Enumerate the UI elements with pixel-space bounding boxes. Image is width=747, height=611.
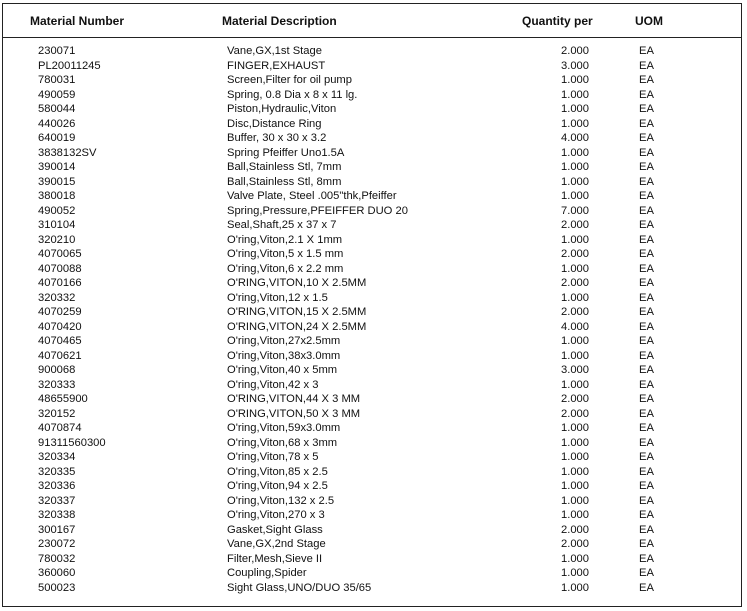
table-row [3,523,741,538]
table-row [3,59,741,74]
material-number-cell: 3838132SV [38,146,97,159]
uom-cell: EA [639,74,654,86]
table-row [3,450,741,465]
material-description-cell: Seal,Shaft,25 x 37 x 7 [227,219,337,231]
quantity-cell: 1.000 [561,74,589,86]
table-row [3,349,741,364]
table-row [3,276,741,291]
table-body [3,44,741,595]
material-description-cell: O'RING,VITON,15 X 2.5MM [227,306,367,318]
material-description-cell: O'ring,Viton,94 x 2.5 [227,480,328,492]
material-description-cell: Screen,Filter for oil pump [227,74,352,86]
material-number-cell: 500023 [38,581,76,594]
table-row [3,392,741,407]
table-row [3,407,741,422]
table-row [3,146,741,161]
quantity-cell: 1.000 [561,378,589,391]
quantity-cell: 1.000 [561,233,589,246]
table-row [3,117,741,132]
uom-cell: EA [639,146,654,159]
material-number-cell: PL20011245 [38,59,101,72]
quantity-cell: 3.000 [561,59,589,72]
material-number-cell: 380018 [38,190,76,202]
uom-cell: EA [639,422,654,434]
material-number-cell: 360060 [38,567,76,579]
material-number-cell: 900068 [38,364,76,376]
table-row [3,262,741,277]
material-description-cell: Valve Plate, Steel .005"thk,Pfeiffer [227,190,397,202]
header-quantity-per: Quantity per [522,14,593,28]
uom-cell: EA [639,436,654,449]
quantity-cell: 2.000 [561,393,589,405]
material-description-cell: O'ring,Viton,42 x 3 [227,378,319,391]
uom-cell: EA [639,364,654,376]
quantity-cell: 7.000 [561,204,589,217]
material-number-cell: 320337 [38,494,76,507]
material-number-cell: 230071 [38,45,76,57]
material-number-cell: 4070874 [38,422,82,434]
uom-cell: EA [639,103,654,115]
material-number-cell: 230072 [38,538,76,550]
table-row [3,160,741,175]
table-row [3,44,741,59]
material-description-cell: FINGER,EXHAUST [227,59,326,72]
table-row [3,320,741,335]
material-description-cell: Buffer, 30 x 30 x 3.2 [227,132,327,144]
table-row [3,88,741,103]
material-number-cell: 91311560300 [38,436,106,449]
material-description-cell: Sight Glass,UNO/DUO 35/65 [227,581,372,594]
uom-cell: EA [639,465,654,478]
material-description-cell: Ball,Stainless Stl, 7mm [227,161,342,173]
material-number-cell: 48655900 [38,393,88,405]
quantity-cell: 1.000 [561,262,589,275]
quantity-cell: 1.000 [561,494,589,507]
material-number-cell: 320152 [38,407,76,420]
material-number-cell: 580044 [38,103,76,115]
table-row [3,218,741,233]
table-row [3,465,741,480]
quantity-cell: 1.000 [561,291,589,304]
material-description-cell: Gasket,Sight Glass [227,523,323,536]
material-description-cell: O'RING,VITON,50 X 3 MM [227,407,361,420]
material-description-cell: O'ring,Viton,2.1 X 1mm [227,233,343,246]
material-description-cell: Ball,Stainless Stl, 8mm [227,175,342,188]
material-number-cell: 640019 [38,132,76,144]
uom-cell: EA [639,117,654,130]
uom-cell: EA [639,567,654,579]
material-number-cell: 320336 [38,480,76,492]
material-number-cell: 300167 [38,523,76,536]
quantity-cell: 1.000 [561,581,589,594]
uom-cell: EA [639,161,654,173]
quantity-cell: 1.000 [561,88,589,101]
table-row [3,479,741,494]
quantity-cell: 1.000 [561,175,589,188]
uom-cell: EA [639,291,654,304]
material-description-cell: O'ring,Viton,68 x 3mm [227,436,338,449]
material-description-cell: Piston,Hydraulic,Viton [227,103,337,115]
table-row [3,131,741,146]
material-description-cell: O'RING,VITON,44 X 3 MM [227,393,361,405]
parts-table [2,3,742,607]
material-number-cell: 4070088 [38,262,82,275]
uom-cell: EA [639,393,654,405]
quantity-cell: 2.000 [561,45,589,57]
material-description-cell: O'ring,Viton,85 x 2.5 [227,465,328,478]
header-material-description: Material Description [222,14,337,28]
quantity-cell: 2.000 [561,538,589,550]
quantity-cell: 1.000 [561,451,589,463]
uom-cell: EA [639,219,654,231]
uom-cell: EA [639,407,654,420]
table-row [3,363,741,378]
quantity-cell: 1.000 [561,146,589,159]
uom-cell: EA [639,480,654,492]
header-material-number: Material Number [30,14,125,28]
quantity-cell: 1.000 [561,509,589,521]
material-number-cell: 320335 [38,465,76,478]
uom-cell: EA [639,451,654,463]
uom-cell: EA [639,538,654,550]
material-description-cell: O'ring,Viton,78 x 5 [227,451,319,463]
material-number-cell: 310104 [38,219,76,231]
material-number-cell: 4070259 [38,306,82,318]
uom-cell: EA [639,494,654,507]
table-row [3,334,741,349]
quantity-cell: 1.000 [561,436,589,449]
uom-cell: EA [639,248,654,260]
material-number-cell: 320334 [38,451,76,463]
uom-cell: EA [639,306,654,318]
quantity-cell: 2.000 [561,248,589,260]
material-number-cell: 320333 [38,378,76,391]
material-number-cell: 4070065 [38,248,82,260]
quantity-cell: 1.000 [561,349,589,362]
quantity-cell: 2.000 [561,407,589,420]
material-description-cell: O'ring,Viton,38x3.0mm [227,349,341,362]
material-description-cell: O'ring,Viton,5 x 1.5 mm [227,248,344,260]
uom-cell: EA [639,277,654,289]
uom-cell: EA [639,509,654,521]
quantity-cell: 3.000 [561,364,589,376]
table-row [3,204,741,219]
material-number-cell: 490052 [38,204,76,217]
uom-cell: EA [639,175,654,188]
uom-cell: EA [639,349,654,362]
header-uom: UOM [635,14,663,28]
uom-cell: EA [639,132,654,144]
quantity-cell: 1.000 [561,480,589,492]
material-number-cell: 490059 [38,88,76,101]
quantity-cell: 1.000 [561,161,589,173]
material-number-cell: 780031 [38,74,76,86]
uom-cell: EA [639,204,654,217]
table-row [3,581,741,596]
material-description-cell: O'ring,Viton,132 x 2.5 [227,494,335,507]
material-number-cell: 320332 [38,291,76,304]
material-description-cell: O'RING,VITON,24 X 2.5MM [227,320,367,333]
uom-cell: EA [639,88,654,101]
material-number-cell: 440026 [38,117,76,130]
table-row [3,247,741,262]
uom-cell: EA [639,45,654,57]
table-row [3,566,741,581]
material-number-cell: 390014 [38,161,76,173]
quantity-cell: 1.000 [561,103,589,115]
material-number-cell: 320210 [38,233,76,246]
material-description-cell: Filter,Mesh,Sieve II [227,552,323,565]
quantity-cell: 1.000 [561,422,589,434]
quantity-cell: 2.000 [561,277,589,289]
table-row [3,508,741,523]
material-description-cell: O'ring,Viton,27x2.5mm [227,335,341,347]
quantity-cell: 1.000 [561,567,589,579]
table-row [3,494,741,509]
material-description-cell: Spring, 0.8 Dia x 8 x 11 lg. [227,88,358,101]
table-header [3,4,741,38]
material-number-cell: 4070420 [38,320,82,333]
uom-cell: EA [639,59,654,72]
quantity-cell: 4.000 [561,320,589,333]
quantity-cell: 4.000 [561,132,589,144]
quantity-cell: 1.000 [561,552,589,565]
material-description-cell: O'ring,Viton,59x3.0mm [227,422,341,434]
table-row [3,421,741,436]
material-number-cell: 4070465 [38,335,82,347]
material-description-cell: Vane,GX,1st Stage [227,45,322,57]
material-description-cell: Spring,Pressure,PFEIFFER DUO 20 [227,204,408,217]
material-description-cell: O'ring,Viton,270 x 3 [227,509,325,521]
material-number-cell: 390015 [38,175,76,188]
material-number-cell: 4070621 [38,349,82,362]
table-row [3,175,741,190]
material-description-cell: O'ring,Viton,40 x 5mm [227,364,338,376]
material-description-cell: Spring Pfeiffer Uno1.5A [227,146,345,159]
quantity-cell: 2.000 [561,306,589,318]
uom-cell: EA [639,378,654,391]
quantity-cell: 1.000 [561,117,589,130]
table-row [3,537,741,552]
quantity-cell: 1.000 [561,190,589,202]
uom-cell: EA [639,190,654,202]
material-number-cell: 4070166 [38,277,82,289]
material-description-cell: O'RING,VITON,10 X 2.5MM [227,277,367,289]
quantity-cell: 1.000 [561,465,589,478]
table-row [3,552,741,567]
material-number-cell: 780032 [38,552,76,565]
table-row [3,305,741,320]
quantity-cell: 2.000 [561,523,589,536]
quantity-cell: 2.000 [561,219,589,231]
material-description-cell: Coupling,Spider [227,567,307,579]
table-row [3,436,741,451]
table-row [3,378,741,393]
uom-cell: EA [639,581,654,594]
table-row [3,73,741,88]
material-number-cell: 320338 [38,509,76,521]
table-row [3,233,741,248]
material-description-cell: O'ring,Viton,12 x 1.5 [227,291,328,304]
uom-cell: EA [639,335,654,347]
uom-cell: EA [639,262,654,275]
table-row [3,189,741,204]
quantity-cell: 1.000 [561,335,589,347]
uom-cell: EA [639,233,654,246]
table-row [3,102,741,117]
uom-cell: EA [639,320,654,333]
material-description-cell: Disc,Distance Ring [227,117,322,130]
material-description-cell: Vane,GX,2nd Stage [227,538,326,550]
uom-cell: EA [639,552,654,565]
material-description-cell: O'ring,Viton,6 x 2.2 mm [227,262,344,275]
uom-cell: EA [639,523,654,536]
table-row [3,291,741,306]
